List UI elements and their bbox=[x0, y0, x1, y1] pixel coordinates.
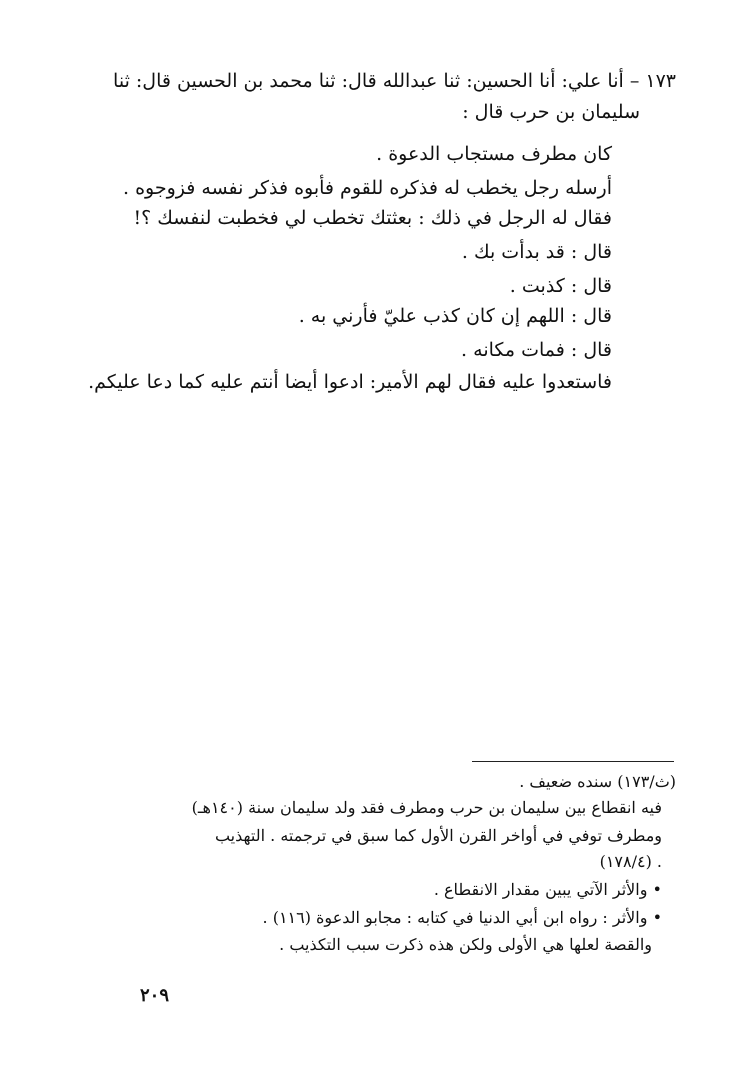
footnote-line-7: والقصة لعلها هي الأولى ولكن هذه ذكرت سبب التكذيب . bbox=[279, 935, 652, 954]
main-line-4: أرسله رجل يخطب له فذكره للقوم فأبوه فذكر نفسه فزوجوه . bbox=[123, 177, 612, 199]
footnote-separator bbox=[472, 761, 674, 762]
footnote-line-3: ومطرف توفي في أواخر القرن الأول كما سبق في ترجمته . التهذيب bbox=[214, 826, 662, 845]
main-line-7: قال : كذبت . bbox=[509, 275, 612, 297]
main-line-1: ١٧٣ – أنا علي: أنا الحسين: ثنا عبدالله قال: ثنا محمد بن الحسين قال: ثنا bbox=[113, 70, 676, 92]
main-line-10: فاستعدوا عليه فقال لهم الأمير: ادعوا أيضا أنتم عليه كما دعا عليكم. bbox=[88, 371, 612, 393]
main-line-9: قال : فمات مكانه . bbox=[461, 339, 612, 361]
footnote-line-1: (ث/١٧٣) سنده ضعيف . bbox=[519, 772, 676, 791]
footnote-line-2: فيه انقطاع بين سليمان بن حرب ومطرف فقد ولد سليمان سنة (١٤٠هـ) bbox=[191, 798, 662, 817]
footnote-line-6: • والأثر : رواه ابن أبي الدنيا في كتابه : مجابو الدعوة (١١٦) . bbox=[262, 908, 662, 927]
page-number: ٢٠٩ bbox=[140, 985, 170, 1006]
main-line-3: كان مطرف مستجاب الدعوة . bbox=[376, 143, 612, 165]
main-line-6: قال : قد بدأت بك . bbox=[461, 241, 612, 263]
main-line-8: قال : اللهم إن كان كذب عليّ فأرني به . bbox=[298, 305, 612, 327]
footnote-line-5: • والأثر الآتي يبين مقدار الانقطاع . bbox=[433, 880, 662, 899]
footnote-line-4: (١٧٨/٤) . bbox=[599, 852, 662, 871]
main-line-2: سليمان بن حرب قال : bbox=[462, 101, 640, 123]
main-line-5: فقال له الرجل في ذلك : بعثتك تخطب لي فخطبت لنفسك ؟! bbox=[133, 207, 612, 229]
